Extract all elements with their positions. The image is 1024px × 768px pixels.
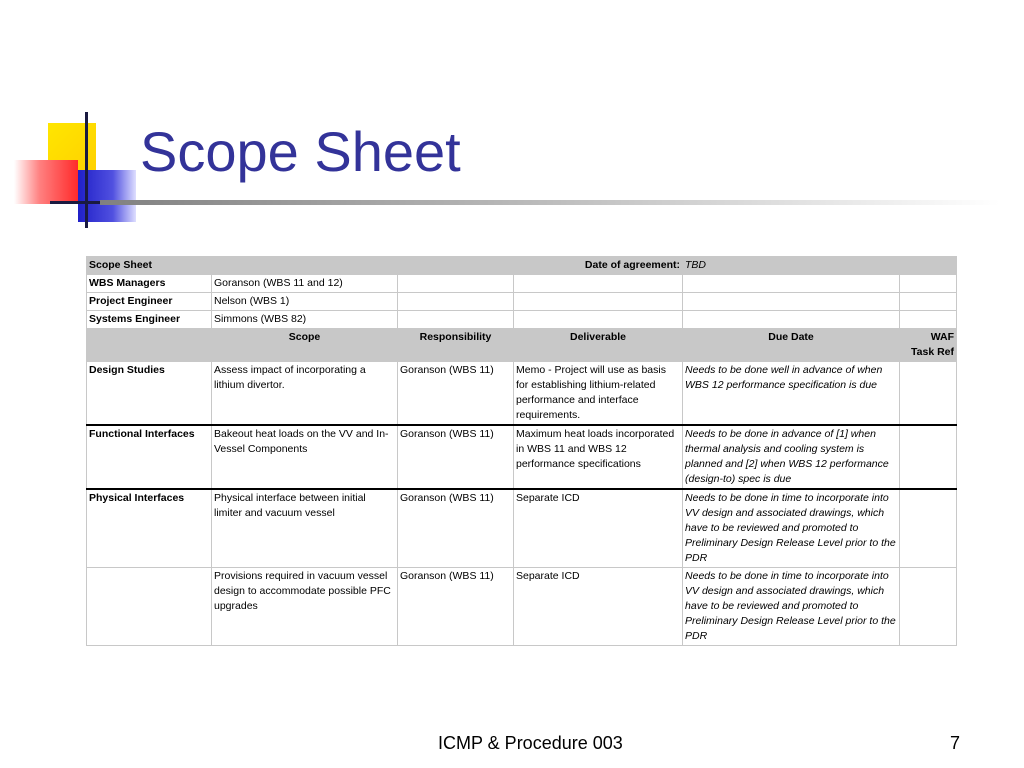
slide-title: Scope Sheet (140, 120, 461, 183)
empty-cell (398, 275, 514, 293)
red-square-decoration (14, 160, 78, 204)
empty-cell (900, 293, 957, 311)
header-responsibility: Responsibility (398, 329, 514, 362)
row-due-date: Needs to be done in advance of [1] when thermal analysis and cooling system is planned and [2] when WBS 12 performance (design-to) spec is due (683, 425, 900, 489)
row-scope: Provisions required in vacuum vessel design to accommodate possible PFC upgrades (212, 568, 398, 646)
info-label: WBS Managers (87, 275, 212, 293)
slide-footer: ICMP & Procedure 003 (438, 733, 623, 753)
header-waf-line2: Task Ref (911, 346, 955, 358)
empty-header-cell (87, 329, 212, 362)
info-row (87, 311, 957, 329)
empty-cell (900, 275, 957, 293)
table-row (87, 425, 957, 489)
horizontal-line-decoration (50, 201, 100, 204)
row-due-date: Needs to be done in time to incorporate into VV design and associated drawings, which have to be reviewed and promoted to Preliminary Design Release Level prior to the PDR (683, 568, 900, 646)
info-row (87, 293, 957, 311)
row-category: Functional Interfaces (87, 425, 212, 489)
row-waf (900, 425, 957, 489)
info-value: Nelson (WBS 1) (212, 293, 398, 311)
row-responsibility: Goranson (WBS 11) (398, 489, 514, 568)
sheet-name-cell (87, 257, 683, 275)
row-category (87, 568, 212, 646)
info-value: Goranson (WBS 11 and 12) (212, 275, 398, 293)
row-category: Physical Interfaces (87, 489, 212, 568)
agreement-label: Date of agreement: (584, 259, 681, 271)
page-number: 7 (950, 733, 961, 753)
row-responsibility: Goranson (WBS 11) (398, 568, 514, 646)
vertical-line-decoration (85, 112, 88, 228)
row-category: Design Studies (87, 362, 212, 426)
header-scope: Scope (212, 329, 398, 362)
empty-cell (683, 275, 900, 293)
row-deliverable: Memo - Project will use as basis for establishing lithium-related performance and interface requirements. (514, 362, 683, 426)
table-row (87, 489, 957, 568)
info-label: Systems Engineer (87, 311, 212, 329)
scope-sheet-table (86, 256, 957, 646)
row-responsibility: Goranson (WBS 11) (398, 362, 514, 426)
info-label: Project Engineer (87, 293, 212, 311)
row-waf (900, 362, 957, 426)
row-deliverable: Maximum heat loads incorporated in WBS 11 and WBS 12 performance specifications (514, 425, 683, 489)
title-underline (100, 200, 1000, 205)
column-header-row (87, 329, 957, 362)
row-waf (900, 489, 957, 568)
empty-cell (900, 311, 957, 329)
row-deliverable: Separate ICD (514, 489, 683, 568)
agreement-value: TBD (683, 257, 957, 275)
table-row (87, 362, 957, 426)
row-due-date: Needs to be done well in advance of when WBS 12 performance specification is due (683, 362, 900, 426)
info-row (87, 275, 957, 293)
row-scope: Bakeout heat loads on the VV and In-Vessel Components (212, 425, 398, 489)
row-scope: Physical interface between initial limiter and vacuum vessel (212, 489, 398, 568)
row-due-date: Needs to be done in time to incorporate into VV design and associated drawings, which have to be reviewed and promoted to Preliminary Design Release Level prior to the PDR (683, 489, 900, 568)
header-waf (900, 329, 957, 362)
corner-decoration (0, 0, 140, 230)
sheet-title-row (87, 257, 957, 275)
sheet-name: Scope Sheet (89, 259, 153, 271)
empty-cell (514, 293, 683, 311)
empty-cell (683, 311, 900, 329)
empty-cell (398, 311, 514, 329)
header-due-date: Due Date (683, 329, 900, 362)
row-waf (900, 568, 957, 646)
header-waf-line1: WAF (930, 331, 955, 343)
empty-cell (514, 311, 683, 329)
header-deliverable: Deliverable (514, 329, 683, 362)
row-scope: Assess impact of incorporating a lithium divertor. (212, 362, 398, 426)
row-responsibility: Goranson (WBS 11) (398, 425, 514, 489)
table-row (87, 568, 957, 646)
empty-cell (398, 293, 514, 311)
info-value: Simmons (WBS 82) (212, 311, 398, 329)
row-deliverable: Separate ICD (514, 568, 683, 646)
empty-cell (514, 275, 683, 293)
empty-cell (683, 293, 900, 311)
